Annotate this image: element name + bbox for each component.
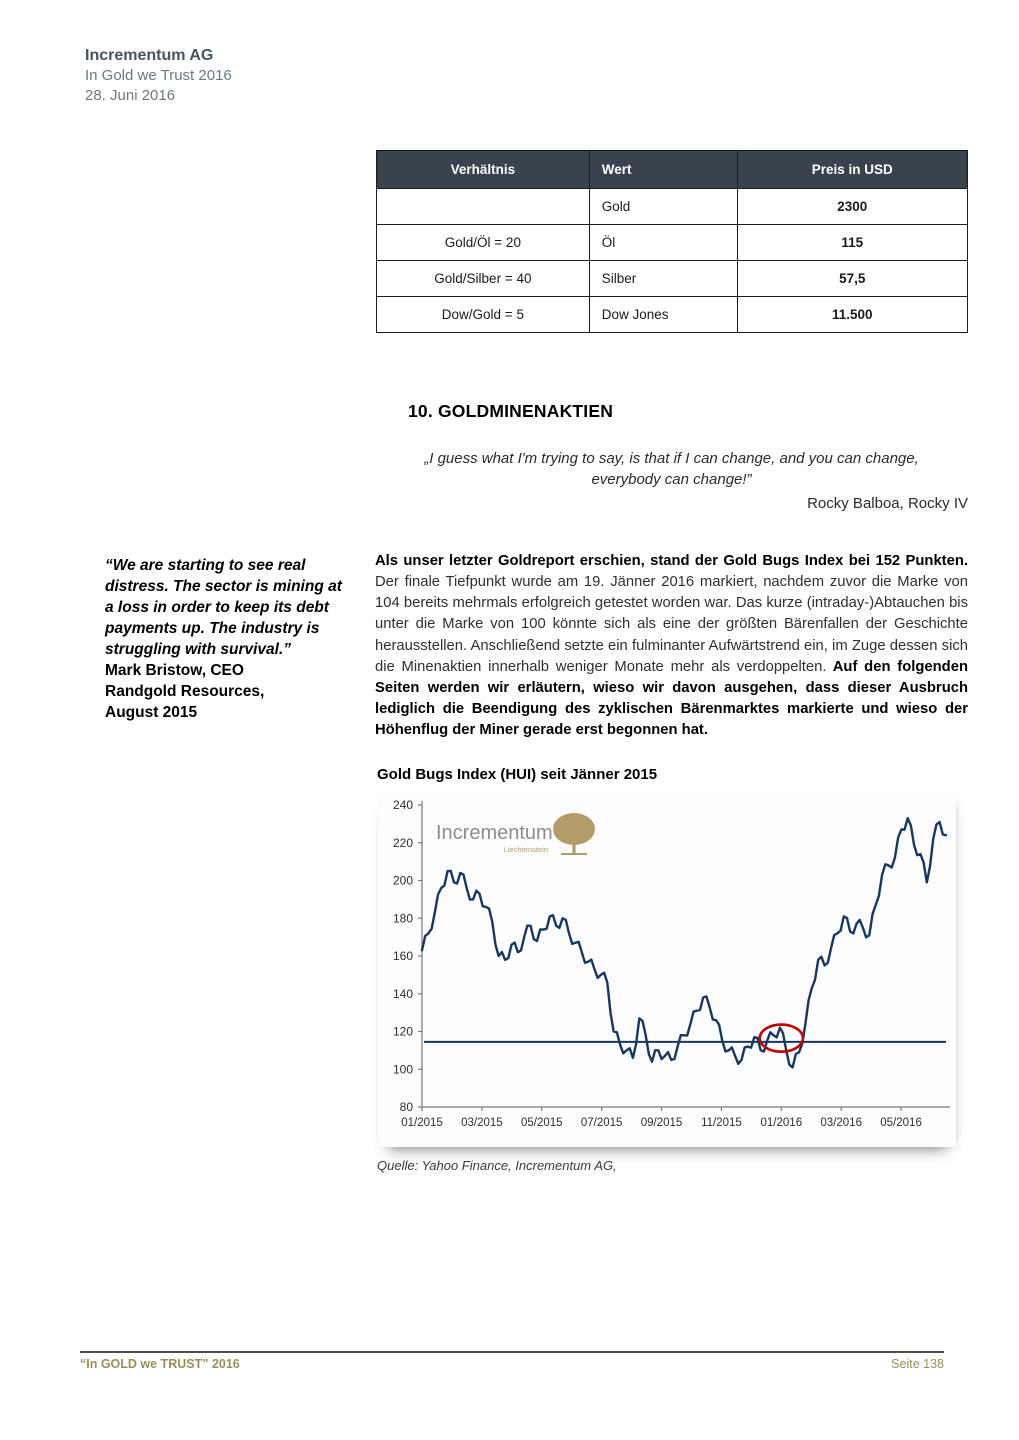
x-tick-label: 01/2016: [760, 1117, 803, 1129]
y-tick-label: 240: [392, 798, 413, 812]
incrementum-logo-subtext: Liechtenstein: [503, 845, 548, 854]
margin-quote-attr-company: Randgold Resources,: [105, 683, 265, 700]
cell-asset: Dow Jones: [589, 297, 737, 333]
x-tick-label: 11/2015: [701, 1117, 742, 1129]
epigraph-attribution: Rocky Balboa, Rocky IV: [807, 495, 968, 512]
y-tick-label: 140: [392, 986, 413, 1001]
x-tick-label: 03/2016: [820, 1117, 862, 1129]
table-row: [377, 297, 968, 333]
ratio-table: [376, 150, 968, 333]
document-header: [85, 46, 232, 105]
cell-asset: Silber: [589, 261, 737, 297]
epigraph-line1: „I guess what I'm trying to say, is that if I can change, and you can change,: [424, 450, 919, 467]
y-tick-label: 160: [392, 949, 413, 963]
epigraph-quote: [375, 448, 968, 490]
hui-line-chart: [378, 791, 956, 1147]
table-row: [377, 189, 968, 225]
y-tick-label: 100: [392, 1062, 413, 1077]
x-tick-label: 05/2016: [880, 1117, 922, 1129]
cell-ratio: Dow/Gold = 5: [377, 297, 590, 333]
cell-ratio: Gold/Öl = 20: [377, 225, 590, 261]
hui-series-line: [422, 818, 946, 1067]
table-header-row: [377, 151, 968, 189]
x-tick-label: 09/2015: [640, 1117, 683, 1129]
column-header-verhaeltnis: Verhältnis: [377, 151, 590, 189]
company-name: Incrementum AG: [85, 47, 214, 64]
y-tick-label: 220: [392, 835, 413, 850]
cell-ratio: Gold/Silber = 40: [377, 261, 590, 297]
cell-price: 57,5: [737, 261, 968, 297]
margin-quote-text: “We are starting to see real distress. The sector is mining at a loss in order to keep its debt payments up. The industry is struggling with survival.”: [105, 557, 342, 658]
chart-title: Gold Bugs Index (HUI) seit Jänner 2015: [377, 766, 658, 783]
y-tick-label: 80: [399, 1100, 413, 1114]
x-tick-label: 03/2015: [461, 1117, 503, 1129]
footer-page-number: Seite 138: [891, 1357, 944, 1371]
body-paragraph: [375, 551, 968, 742]
y-tick-label: 120: [392, 1024, 413, 1039]
y-tick-label: 180: [392, 911, 413, 926]
y-tick-label: 200: [392, 873, 413, 888]
table-row: [377, 225, 968, 261]
paragraph-bold-lead: Als unser letzter Goldreport erschien, stand der Gold Bugs Index bei 152 Punkten.: [375, 552, 968, 569]
epigraph-line2: everybody can change!”: [591, 471, 752, 488]
x-tick-label: 07/2015: [580, 1117, 623, 1129]
cell-asset: Gold: [589, 189, 737, 225]
margin-quote: [105, 555, 347, 723]
paragraph-regular: Der finale Tiefpunkt wurde am 19. Jänner 2016 markiert, nachdem zuvor die Marke von 104 bereits mehrmals erfolgreich getestet worden war. Das kurze (intraday-)Abtauchen bis unter die Marke von 100 könnte sich als eine der größten Bärenfallen der Geschichte herausstellen. Anschließend setzte ein fulminanter Aufwärtstrend ein, im Zuge dessen sich die Minenaktien innerhalb weniger Monate mehr als verdoppelten.: [375, 574, 968, 675]
report-title: In Gold we Trust 2016: [85, 67, 232, 84]
hui-chart-svg: [378, 791, 956, 1147]
section-heading: 10. GOLDMINENAKTIEN: [408, 401, 614, 421]
margin-quote-attr-date: August 2015: [105, 704, 198, 721]
tree-icon: [572, 841, 575, 854]
column-header-wert: Wert: [589, 151, 737, 189]
incrementum-logo-text: Incrementum: [436, 822, 553, 844]
x-tick-label: 01/2015: [401, 1117, 443, 1129]
report-date: 28. Juni 2016: [85, 86, 176, 104]
cell-asset: Öl: [589, 225, 737, 261]
footer-divider: [80, 1351, 944, 1353]
cell-price: 11.500: [737, 297, 968, 333]
table-row: [377, 261, 968, 297]
margin-quote-attr-name: Mark Bristow, CEO: [105, 662, 244, 679]
tree-icon: [553, 813, 595, 845]
cell-price: 2300: [737, 189, 968, 225]
cell-ratio: [377, 189, 590, 225]
footer: [80, 1357, 944, 1371]
column-header-preis: Preis in USD: [737, 151, 968, 189]
paragraph-bold-tail: Auf den folgenden Seiten werden wir erläutern, wieso wir davon ausgehen, dass dieser Ausbruch lediglich die Beendigung des zyklischen Bärenmarktes markierte und wieso der Höhenflug der Miner gerade erst begonnen hat.: [375, 658, 968, 739]
cell-price: 115: [737, 225, 968, 261]
footer-report-name: “In GOLD we TRUST” 2016: [80, 1357, 240, 1371]
chart-source: Quelle: Yahoo Finance, Incrementum AG,: [377, 1158, 617, 1173]
x-tick-label: 05/2015: [520, 1117, 563, 1129]
